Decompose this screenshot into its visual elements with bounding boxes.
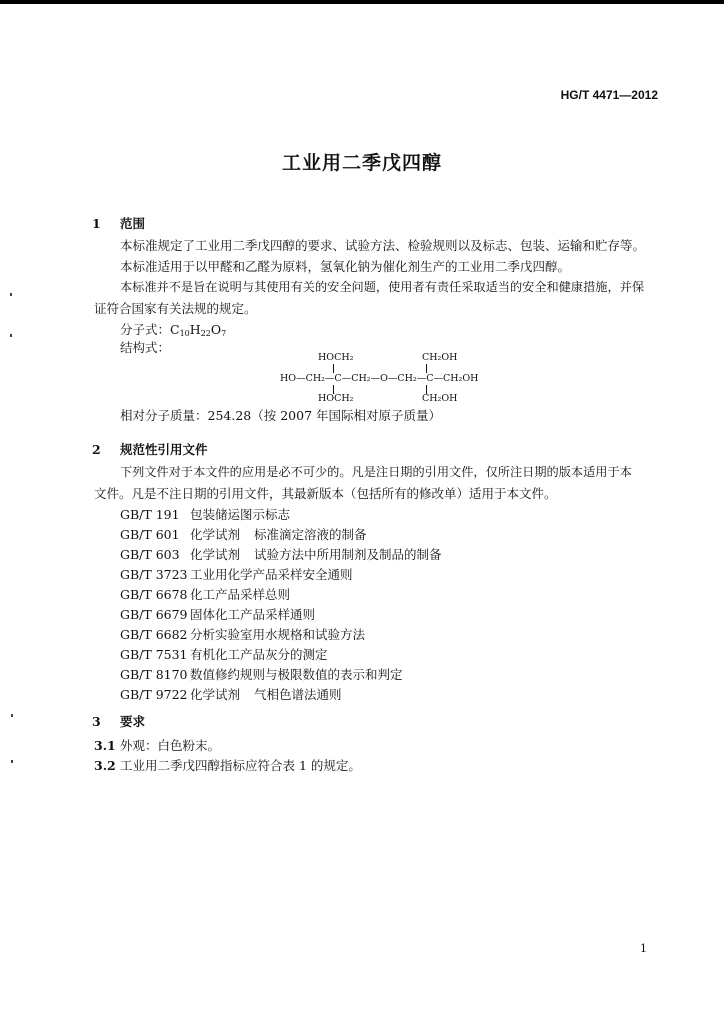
- structural-formula: [270, 347, 510, 405]
- reference-subtitle: 气相色谱法通则: [254, 687, 342, 702]
- reference-code: GB/T 601: [120, 527, 180, 542]
- struct-bottom-left: HOCH₂: [318, 393, 354, 404]
- section-title: 规范性引用文件: [120, 442, 208, 457]
- reference-code: GB/T 6679: [120, 607, 188, 622]
- reference-title: 有机化工产品灰分的测定: [190, 647, 328, 662]
- formula-o: O: [210, 322, 222, 337]
- reference-item: [120, 665, 403, 683]
- scan-speck: [10, 293, 12, 296]
- section-number: 2: [92, 442, 101, 457]
- formula-h: H: [189, 322, 201, 337]
- reference-item: [120, 625, 365, 643]
- reference-title: 工业用化学产品采样安全通则: [190, 567, 353, 582]
- reference-item: [120, 645, 328, 663]
- reference-item: [120, 545, 442, 563]
- reference-title: 数值修约规则与极限数值的表示和判定: [190, 667, 403, 682]
- reference-title: 化学试剂: [190, 687, 241, 702]
- requirement-item: [94, 756, 660, 775]
- paragraph-scope-3-line2: 证符合国家有关法规的规定。: [94, 301, 257, 316]
- standard-number: HG/T 4471—2012: [560, 88, 658, 102]
- molar-mass: 相对分子质量：254.28（按 2007 年国际相对原子质量）: [120, 408, 441, 423]
- section-2-heading: [92, 440, 208, 458]
- formula-o-sub: 7: [221, 329, 227, 338]
- document-title: 工业用二季戊四醇: [281, 152, 442, 174]
- reference-title: 分析实验室用水规格和试验方法: [190, 627, 366, 642]
- section-number: 1: [92, 216, 101, 231]
- references-intro-line1: 下列文件对于本文件的应用是必不可少的。凡是注日期的引用文件，仅所注日期的版本适用于本: [120, 465, 632, 479]
- reference-title: 包装储运图示标志: [190, 507, 291, 522]
- reference-title: 化学试剂: [190, 547, 241, 562]
- structure-label: 结构式：: [120, 340, 171, 355]
- section-1-heading: [92, 214, 145, 232]
- bond-line: [333, 364, 334, 373]
- reference-title: 化工产品采样总则: [190, 587, 291, 602]
- formula-label: 分子式：: [120, 322, 171, 337]
- struct-bottom-right: CH₂OH: [422, 393, 458, 404]
- clause-text: 外观：白色粉末。: [120, 738, 221, 753]
- paragraph-scope-1: 本标准规定了工业用二季戊四醇的要求、试验方法、检验规则以及标志、包装、运输和贮存等。: [120, 238, 646, 253]
- formula-h-sub: 22: [200, 329, 211, 338]
- requirement-item: [94, 736, 660, 755]
- reference-title: 固体化工产品采样通则: [190, 607, 316, 622]
- reference-item: [120, 565, 353, 583]
- reference-code: GB/T 9722: [120, 687, 188, 702]
- scan-speck: [11, 714, 13, 717]
- bond-line: [426, 364, 427, 373]
- reference-code: GB/T 6678: [120, 587, 188, 602]
- scan-speck: [10, 334, 12, 337]
- reference-title: 化学试剂: [190, 527, 241, 542]
- reference-item: [120, 605, 315, 623]
- reference-subtitle: 试验方法中所用制剂及制品的制备: [254, 547, 442, 562]
- struct-top-right: CH₂OH: [422, 352, 458, 363]
- section-title: 要求: [120, 714, 146, 729]
- reference-subtitle: 标准滴定溶液的制备: [254, 527, 367, 542]
- struct-main-chain: HO—CH₂—C—CH₂—O—CH₂—C—CH₂OH: [280, 373, 479, 384]
- section-number: 3: [92, 714, 101, 729]
- references-intro-line2: 文件。凡是不注日期的引用文件，其最新版本（包括所有的修改单）适用于本文件。: [94, 486, 557, 501]
- section-title: 范围: [120, 216, 146, 231]
- formula-c-sub: 10: [179, 329, 190, 338]
- formula-c: C: [170, 322, 180, 337]
- scan-speck: [11, 760, 13, 763]
- section-3-heading: [92, 712, 145, 730]
- clause-number: 3.2: [94, 758, 116, 773]
- reference-item: [120, 525, 367, 543]
- paragraph-scope-2: 本标准适用于以甲醛和乙醛为原料，氢氧化钠为催化剂生产的工业用二季戊四醇。: [120, 259, 571, 274]
- reference-code: GB/T 8170: [120, 667, 188, 682]
- struct-top-left: HOCH₂: [318, 352, 354, 363]
- reference-code: GB/T 7531: [120, 647, 188, 662]
- reference-code: GB/T 191: [120, 507, 180, 522]
- clause-number: 3.1: [94, 738, 116, 753]
- top-border-line: [0, 0, 724, 4]
- paragraph-scope-3-line1: 本标准并不是旨在说明与其使用有关的安全问题，使用者有责任采取适当的安全和健康措施，并保: [120, 280, 645, 294]
- reference-code: GB/T 603: [120, 547, 180, 562]
- reference-code: GB/T 6682: [120, 627, 188, 642]
- clause-text: 工业用二季戊四醇指标应符合表 1 的规定。: [120, 758, 361, 773]
- reference-item: [120, 685, 342, 703]
- reference-item: [120, 585, 290, 603]
- page-number: 1: [640, 942, 647, 955]
- reference-code: GB/T 3723: [120, 567, 188, 582]
- reference-item: [120, 505, 290, 523]
